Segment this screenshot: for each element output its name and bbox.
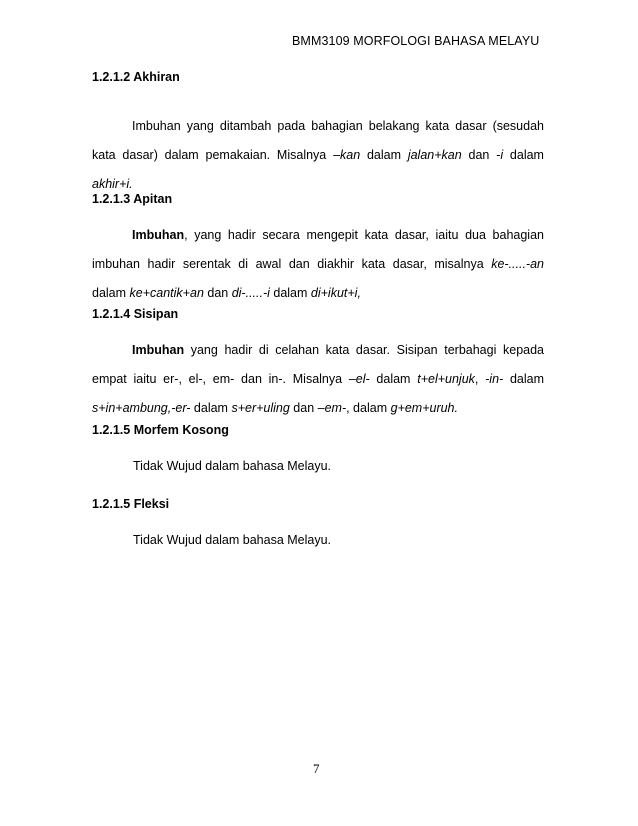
fleksi-text: Tidak Wujud dalam bahasa Melayu. <box>133 533 332 547</box>
section-heading-morfem-kosong: 1.2.1.5 Morfem Kosong <box>92 423 229 437</box>
section-heading-apitan: 1.2.1.3 Apitan <box>92 192 173 206</box>
page-header: BMM3109 MORFOLOGI BAHASA MELAYU <box>292 34 540 48</box>
sisipan-line-2: empat iaitu er-, el-, em- dan in-. Misalnya –el- dalam t+el+unjuk, -in- dalam <box>92 372 544 386</box>
section-heading-fleksi: 1.2.1.5 Fleksi <box>92 497 170 511</box>
apitan-line-1: Imbuhan, yang hadir secara mengepit kata dasar, iaitu dua bahagian <box>132 228 544 242</box>
page-number: 7 <box>313 761 320 776</box>
apitan-line-3: dalam ke+cantik+an dan di-.....-i dalam di+ikut+i, <box>92 286 361 300</box>
paragraph-akhiran <box>92 112 544 199</box>
akhiran-line-3: akhir+i. <box>92 177 133 191</box>
sisipan-line-3: s+in+ambung,-er- dalam s+er+uling dan –em-, dalam g+em+uruh. <box>92 401 458 415</box>
akhiran-line-2: kata dasar) dalam pemakaian. Misalnya –kan dalam jalan+kan dan -i dalam <box>92 148 544 162</box>
morfem-kosong-text: Tidak Wujud dalam bahasa Melayu. <box>133 459 332 473</box>
paragraph-apitan <box>92 221 544 308</box>
akhiran-line-1: Imbuhan yang ditambah pada bahagian belakang kata dasar (sesudah <box>132 119 544 133</box>
section-heading-akhiran: 1.2.1.2 Akhiran <box>92 70 180 84</box>
paragraph-sisipan <box>92 336 544 423</box>
section-heading-sisipan: 1.2.1.4 Sisipan <box>92 307 179 321</box>
sisipan-line-1: Imbuhan yang hadir di celahan kata dasar. Sisipan terbahagi kepada <box>132 343 544 357</box>
apitan-line-2: imbuhan hadir serentak di awal dan diakhir kata dasar, misalnya ke-.....-an <box>92 257 544 271</box>
